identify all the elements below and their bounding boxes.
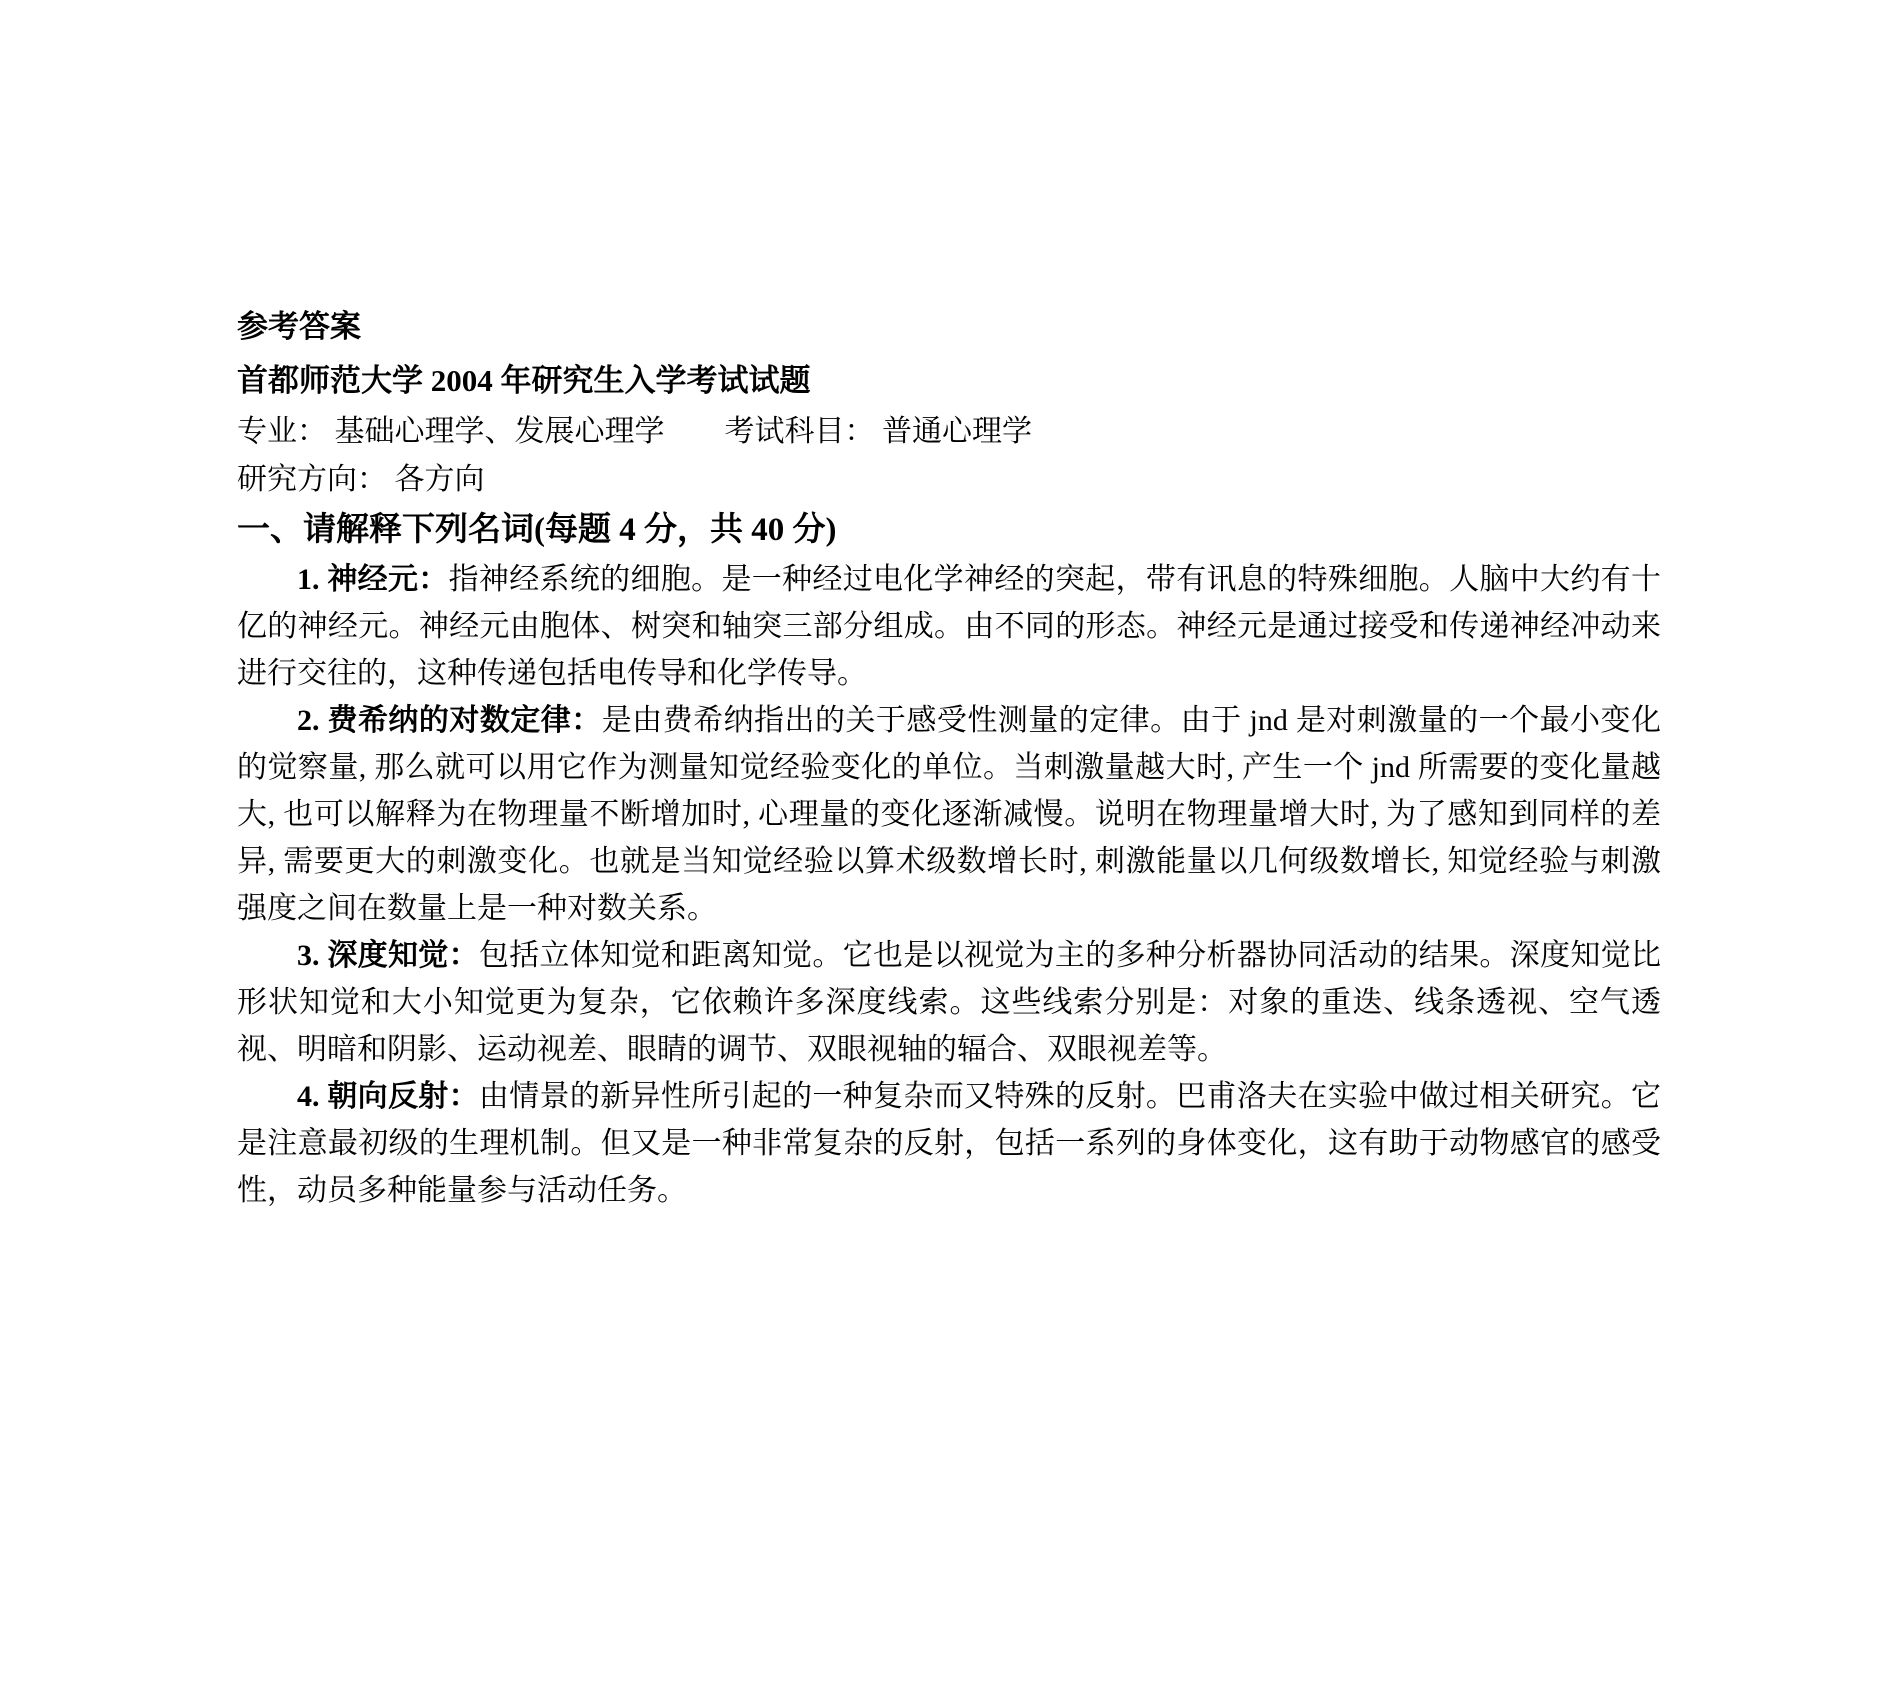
definition-item-3 bbox=[237, 932, 1661, 1073]
exam-title: 首都师范大学 2004 年研究生入学考试试题 bbox=[237, 363, 811, 398]
item-term: 2. 费希纳的对数定律： bbox=[297, 704, 602, 737]
definition-item-2 bbox=[237, 697, 1661, 932]
item-term: 3. 深度知觉： bbox=[297, 939, 479, 972]
definition-item-1 bbox=[237, 556, 1661, 697]
item-term: 1. 神经元： bbox=[297, 563, 449, 596]
item-text: 由情景的新异性所引起的一种复杂而又特殊的反射。巴甫洛夫在实验中做过相关研究。它是注意最初级的生理机制。但又是一种非常复杂的反射，包括一系列的身体变化，这有助于动物感官的感受性，动员多种能量参与活动任务。 bbox=[237, 1080, 1662, 1207]
section-heading: 一、请解释下列名词(每题 4 分，共 40 分) bbox=[237, 512, 837, 548]
item-text: 指神经系统的细胞。是一种经过电化学神经的突起，带有讯息的特殊细胞。人脑中大约有十亿的神经元。神经元由胞体、树突和轴突三部分组成。由不同的形态。神经元是通过接受和传递神经冲动来进行交往的，这种传递包括电传导和化学传导。 bbox=[237, 563, 1662, 690]
definition-item-4 bbox=[237, 1073, 1661, 1214]
answer-title: 参考答案 bbox=[237, 309, 361, 344]
meta-major-line: 专业： 基础心理学、发展心理学 考试科目： 普通心理学 bbox=[237, 415, 1032, 448]
meta-direction-line: 研究方向： 各方向 bbox=[237, 463, 485, 496]
item-text: 包括立体知觉和距离知觉。它也是以视觉为主的多种分析器协同活动的结果。深度知觉比形状知觉和大小知觉更为复杂，它依赖许多深度线索。这些线索分别是：对象的重迭、线条透视、空气透视、明暗和阴影、运动视差、眼睛的调节、双眼视轴的辐合、双眼视差等。 bbox=[237, 939, 1662, 1066]
item-text: 是由费希纳指出的关于感受性测量的定律。由于 jnd 是对刺激量的一个最小变化的觉察量, 那么就可以用它作为测量知觉经验变化的单位。当刺激量越大时, 产生一个 jnd 所需要的变化量越大, 也可以解释为在物理量不断增加时, 心理量的变化逐渐减慢。说明在物理量增大时, 为了感知到同样的差异, 需要更大的刺激变化。也就是当知觉经验以算术级数增长时, 刺激能量以几何级数增长, 知觉经验与刺激强度之间在数量上是一种对数关系。 bbox=[237, 704, 1661, 925]
document-page bbox=[237, 300, 1661, 1214]
item-term: 4. 朝向反射： bbox=[297, 1080, 479, 1113]
